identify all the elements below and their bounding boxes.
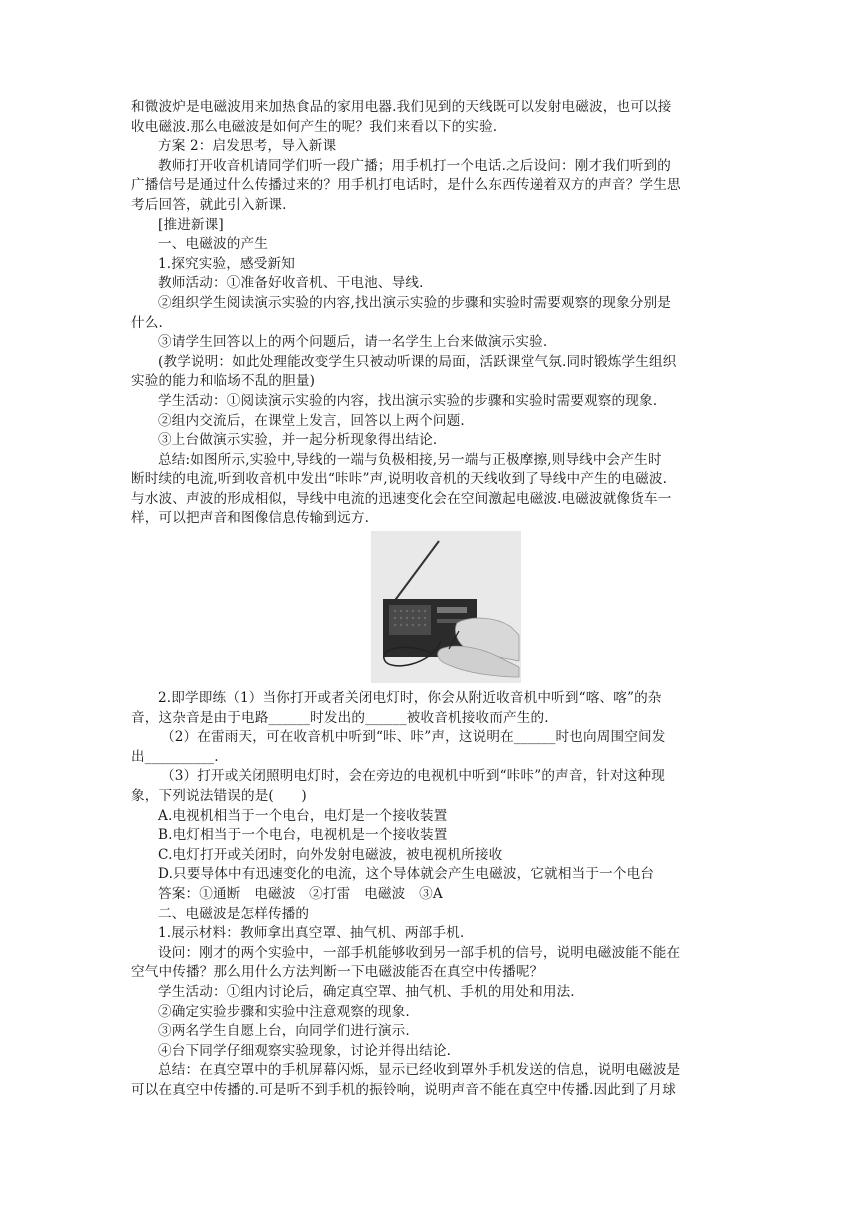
option-c: C.电灯打开或关闭时，向外发射电磁波，被电视机所接收 xyxy=(158,846,503,863)
document-page xyxy=(131,98,737,1101)
text-line: 1.展示材料：教师拿出真空罩、抽气机、两部手机. xyxy=(158,925,465,942)
text-line: 与水波、声波的形成相似，导线中电流的迅速变化会在空间激起电磁波.电磁波就像货车一 xyxy=(131,490,672,507)
exercise-line: 2.即学即练（1）当你打开或者关闭电灯时，你会从附近收音机中听到“喀、喀”的杂 xyxy=(158,690,662,707)
text-line: 考后回答，就此引入新课. xyxy=(131,196,287,213)
section-heading: [推进新课] xyxy=(158,216,224,233)
text-line: 总结：在真空罩中的手机屏幕闪烁，显示已经收到罩外手机发送的信息，说明电磁波是 xyxy=(158,1062,681,1079)
text-line: 实验的能力和临场不乱的胆量) xyxy=(131,373,316,390)
section-heading: 一、电磁波的产生 xyxy=(158,236,268,253)
text-line: ③上台做演示实验，并一起分析现象得出结论. xyxy=(158,432,438,449)
section-heading: 1.探究实验，感受新知 xyxy=(158,255,295,272)
option-a: A.电视机相当于一个电台，电灯是一个接收装置 xyxy=(158,807,448,824)
text-line: 什么. xyxy=(131,314,163,331)
text-line: 教师活动：①准备好收音机、干电池、导线. xyxy=(158,275,424,292)
option-d: D.只要导体中有迅速变化的电流，这个导体就会产生电磁波，它就相当于一个电台 xyxy=(158,866,655,883)
text-line: ③请学生回答以上的两个问题后，请一名学生上台来做演示实验. xyxy=(158,334,548,351)
text-line: ②组内交流后，在课堂上发言，回答以上两个问题. xyxy=(158,412,465,429)
text-line: (教学说明：如此处理能改变学生只被动听课的局面，活跃课堂气氛.同时锻炼学生组织 xyxy=(158,353,677,370)
text-line: ②确定实验步骤和实验中注意观察的现象. xyxy=(158,1003,410,1020)
text-line: ②组织学生阅读演示实验的内容,找出演示实验的步骤和实验时需要观察的现象分别是 xyxy=(158,294,671,311)
text-line: 教师打开收音机请同学们听一段广播；用手机打一个电话.之后设问：刚才我们听到的 xyxy=(158,157,671,174)
text-line: 样，可以把声音和图像信息传输到远方. xyxy=(131,510,370,527)
text-line: 学生活动：①阅读演示实验的内容，找出演示实验的步骤和实验时需要观察的现象. xyxy=(158,392,658,409)
option-b: B.电灯相当于一个电台，电视机是一个接收装置 xyxy=(158,827,448,844)
text-line: ③两名学生自愿上台，向同学们进行演示. xyxy=(158,1023,410,1040)
radio-experiment-figure xyxy=(131,529,737,689)
answer-line: 答案：①通断 电磁波 ②打雷 电磁波 ③A xyxy=(158,886,443,902)
section-heading: 方案 2：启发思考，导入新课 xyxy=(158,138,337,155)
text-line: 收电磁波.那么电磁波是如何产生的呢？我们来看以下的实验. xyxy=(131,118,498,135)
exercise-line: 出__________. xyxy=(131,748,219,765)
text-line: ④台下同学仔细观察实验现象，讨论并得出结论. xyxy=(158,1042,452,1059)
section-heading: 二、电磁波是怎样传播的 xyxy=(158,905,310,922)
text-line: 设问：刚才的两个实验中，一部手机能够收到另一部手机的信号，说明电磁波能不能在 xyxy=(158,944,681,961)
radio-photo-illustration xyxy=(371,531,521,683)
text-line: 学生活动：①组内讨论后，确定真空罩、抽气机、手机的用处和用法. xyxy=(158,983,575,1000)
text-line: 空气中传播？那么用什么方法判断一下电磁波能否在真空中传播呢？ xyxy=(131,964,544,981)
exercise-line: （2）在雷雨天，可在收音机中听到“咔、咔”声，这说明在______时也向周围空间发 xyxy=(161,729,666,746)
exercise-line: 音，这杂音是由于电路______时发出的______被收音机接收而产生的. xyxy=(131,709,549,726)
text-line: 断时续的电流,听到收音机中发出“咔咔”声,说明收音机的天线收到了导线中产生的电磁波. xyxy=(131,471,668,488)
exercise-line: 象，下列说法错误的是( ) xyxy=(131,788,307,805)
text-line: 总结:如图所示,实验中,导线的一端与负极相接,另一端与正极摩擦,则导线中会产生时 xyxy=(158,451,662,468)
exercise-line: （3）打开或关闭照明电灯时，会在旁边的电视机中听到“咔咔”的声音，针对这种现 xyxy=(161,768,666,785)
text-line: 和微波炉是电磁波用来加热食品的家用电器.我们见到的天线既可以发射电磁波，也可以接 xyxy=(131,99,672,115)
text-line: 广播信号是通过什么传播过来的？用手机打电话时，是什么东西传递着双方的声音？学生思 xyxy=(131,177,681,194)
text-line: 可以在真空中传播的.可是听不到手机的振铃响，说明声音不能在真空中传播.因此到了月球 xyxy=(131,1081,676,1098)
